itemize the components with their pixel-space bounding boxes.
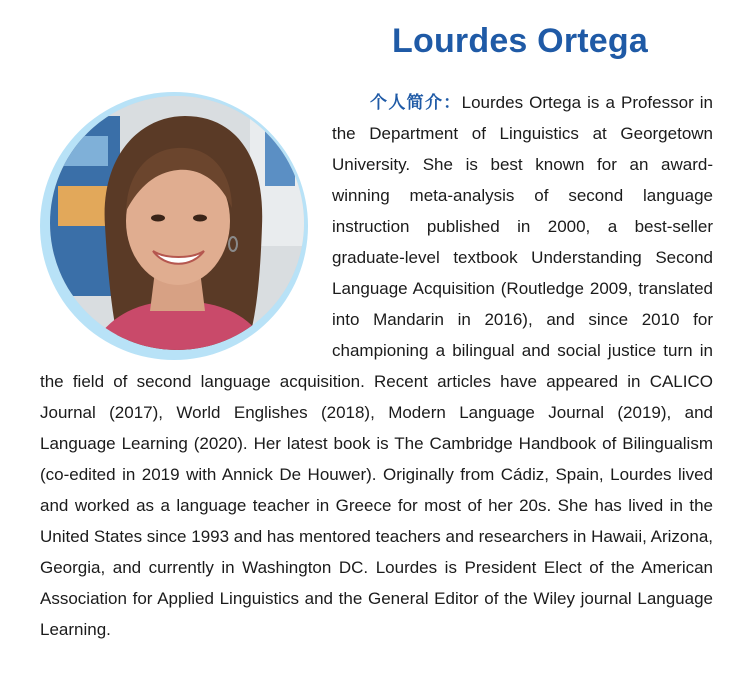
bio-label: 个人简介： — [370, 93, 462, 112]
bio-text: Lourdes Ortega is a Professor in the Department of Linguistics at Georgetown University. She is best known for an award-winning meta-analysis of second language instruction published in 2000, a best-seller graduate-level textbook Understanding Second Language Acquisition (Routledge 2009, translated into Mandarin in 2016), and since 2010 for championing a bilingual and social justice turn in the field of second language acquisition. Recent articles have appeared in CALICO Journal (2017), World Englishes (2018), Modern Language Journal (2019), and Language Learning (2020). Her latest book is The Cambridge Handbook of Bilingualism (co-edited in 2019 with Annick De Houwer). Originally from Cádiz, Spain, Lourdes lived and worked as a language teacher in Greece for most of her 20s. She has lived in the United States since 1993 and has mentored teachers and researchers in Hawaii, Arizona, Georgia, and currently in Washington DC. Lourdes is President Elect of the American Association for Applied Linguistics and the General Editor of the Wiley journal Language Learning. — [40, 93, 714, 639]
portrait-float-spacer — [40, 87, 332, 366]
bio-paragraph — [40, 87, 713, 645]
page-title: Lourdes Ortega — [392, 22, 648, 60]
